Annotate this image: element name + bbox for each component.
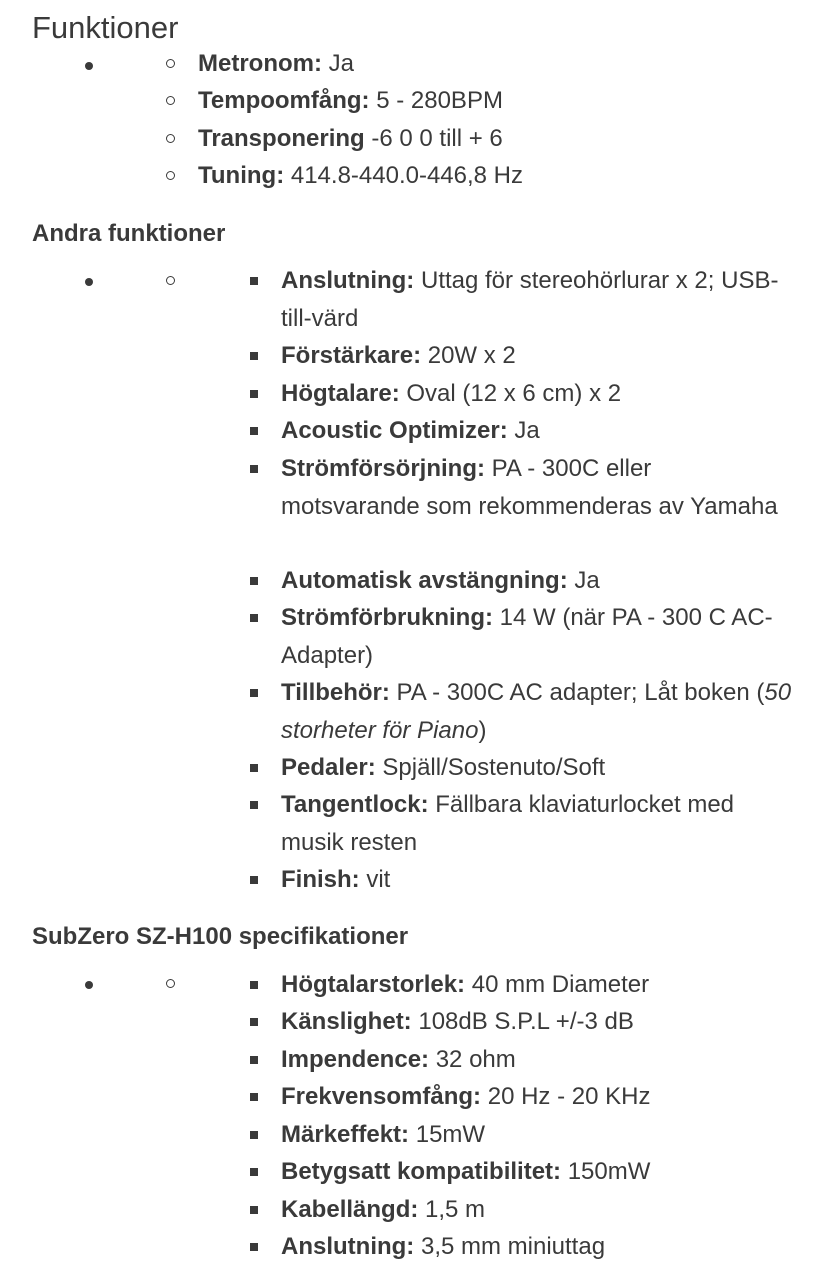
list-item-automatisk-avstangning xyxy=(281,562,793,600)
square-bullet xyxy=(250,801,258,809)
list-item-hogtalare xyxy=(281,375,793,413)
square-bullet xyxy=(250,689,258,697)
item-value: Ja xyxy=(321,50,354,77)
item-value: 15mW xyxy=(409,1121,486,1148)
square-bullet xyxy=(250,352,258,360)
heading-andra-funktioner: Andra funktioner xyxy=(32,220,226,247)
square-bullet xyxy=(250,981,258,989)
item-value: Ja xyxy=(507,417,540,444)
square-bullet xyxy=(250,577,258,585)
item-label: Kabellängd: xyxy=(281,1196,419,1223)
item-label: Högtalarstorlek: xyxy=(281,971,466,998)
item-value: PA - 300C AC adapter; Låt boken ( xyxy=(389,679,765,706)
circle-bullet xyxy=(166,171,175,180)
square-bullet xyxy=(250,465,258,473)
item-value: 5 - 280BPM xyxy=(369,87,503,114)
square-bullet xyxy=(250,427,258,435)
item-label: Frekvensomfång: xyxy=(281,1083,482,1110)
list-item-betygsatt-kompatibilitet xyxy=(281,1153,793,1191)
item-label: Tempoomfång: xyxy=(198,87,370,114)
circle-bullet xyxy=(166,96,175,105)
list-item-kabellangd xyxy=(281,1191,793,1229)
square-bullet xyxy=(250,1243,258,1251)
circle-bullet xyxy=(166,979,175,988)
item-label: Anslutning: xyxy=(281,1233,415,1260)
list-item-metronom xyxy=(198,45,798,83)
item-italic-title: 50 storheter för Piano xyxy=(281,679,792,744)
item-value: 20 Hz - 20 KHz xyxy=(481,1083,651,1110)
item-label: Märkeffekt: xyxy=(281,1121,410,1148)
square-bullet xyxy=(250,1168,258,1176)
item-label: Strömförbrukning: xyxy=(281,604,493,631)
square-bullet xyxy=(250,1131,258,1139)
list-item-tempoomfang xyxy=(198,82,798,120)
square-bullet xyxy=(250,1093,258,1101)
list-item-tillbehor xyxy=(281,674,793,749)
item-label: Metronom: xyxy=(198,50,322,77)
item-label: Känslighet: xyxy=(281,1008,412,1035)
item-value: -6 0 0 till + 6 xyxy=(364,125,503,152)
item-value: 150mW xyxy=(561,1158,651,1185)
list-item-anslutning xyxy=(281,262,793,337)
item-value: PA - 300C eller motsvarande som rekommenderas av Yamaha xyxy=(281,455,778,520)
item-value: Uttag för stereohörlurar x 2; USB-till-värd xyxy=(281,267,779,332)
item-label: Transponering xyxy=(198,125,365,152)
item-label: Pedaler: xyxy=(281,754,376,781)
list-item-frekvensomfang xyxy=(281,1078,793,1116)
circle-bullet xyxy=(166,134,175,143)
square-bullet xyxy=(250,1018,258,1026)
list-item-finish xyxy=(281,861,793,899)
item-label: Strömförsörjning: xyxy=(281,455,485,482)
square-bullet xyxy=(250,764,258,772)
item-value: 14 W (när PA - 300 C AC-Adapter) xyxy=(281,604,773,669)
list-item-pedaler xyxy=(281,749,793,787)
heading-subzero-specifikationer: SubZero SZ-H100 specifikationer xyxy=(32,923,409,950)
item-label: Tangentlock: xyxy=(281,791,429,818)
square-bullet xyxy=(250,876,258,884)
item-value: 108dB S.P.L +/-3 dB xyxy=(411,1008,634,1035)
square-bullet xyxy=(250,1056,258,1064)
disc-bullet xyxy=(85,981,93,989)
item-value: Spjäll/Sostenuto/Soft xyxy=(375,754,606,781)
item-label: Automatisk avstängning: xyxy=(281,567,568,594)
item-label: Impendence: xyxy=(281,1046,430,1073)
item-value: Fällbara klaviaturlocket med musik resten xyxy=(281,791,735,856)
item-label: Högtalare: xyxy=(281,380,400,407)
list-item-markeffekt xyxy=(281,1116,793,1154)
list-item-tuning xyxy=(198,157,798,195)
square-bullet xyxy=(250,277,258,285)
item-label: Förstärkare: xyxy=(281,342,422,369)
list-item-anslutning-2 xyxy=(281,1228,793,1266)
heading-funktioner: Funktioner xyxy=(32,10,179,45)
item-value-after: ) xyxy=(478,716,487,744)
item-label: Tuning: xyxy=(198,162,285,189)
item-label: Anslutning: xyxy=(281,267,415,294)
item-value: vit xyxy=(359,866,391,893)
item-label: Tillbehör: xyxy=(281,679,390,706)
item-value: 32 ohm xyxy=(429,1046,516,1073)
list-item-kanslighet xyxy=(281,1003,793,1041)
item-value: 3,5 mm miniuttag xyxy=(414,1233,606,1260)
disc-bullet xyxy=(85,62,93,70)
item-value: 20W x 2 xyxy=(421,342,516,369)
item-value: Ja xyxy=(567,567,600,594)
square-bullet xyxy=(250,614,258,622)
list-item-stromforbrukning xyxy=(281,599,793,674)
list-item-tangentlock xyxy=(281,786,793,861)
item-label: Finish: xyxy=(281,866,360,893)
square-bullet xyxy=(250,1206,258,1214)
item-label: Acoustic Optimizer: xyxy=(281,417,508,444)
list-item-acoustic-optimizer xyxy=(281,412,793,450)
item-value: 1,5 m xyxy=(418,1196,486,1223)
item-label: Betygsatt kompatibilitet: xyxy=(281,1158,562,1185)
square-bullet xyxy=(250,390,258,398)
circle-bullet xyxy=(166,59,175,68)
list-item-forstarkare xyxy=(281,337,793,375)
item-value: Oval (12 x 6 cm) x 2 xyxy=(399,380,622,407)
list-item-hogtalarstorlek xyxy=(281,966,793,1004)
list-item-stromforsorjning xyxy=(281,450,793,525)
item-value: 414.8-440.0-446,8 Hz xyxy=(284,162,524,189)
list-item-transponering xyxy=(198,120,798,158)
circle-bullet xyxy=(166,276,175,285)
disc-bullet xyxy=(85,278,93,286)
item-value: 40 mm Diameter xyxy=(465,971,650,998)
list-item-impendence xyxy=(281,1041,793,1079)
